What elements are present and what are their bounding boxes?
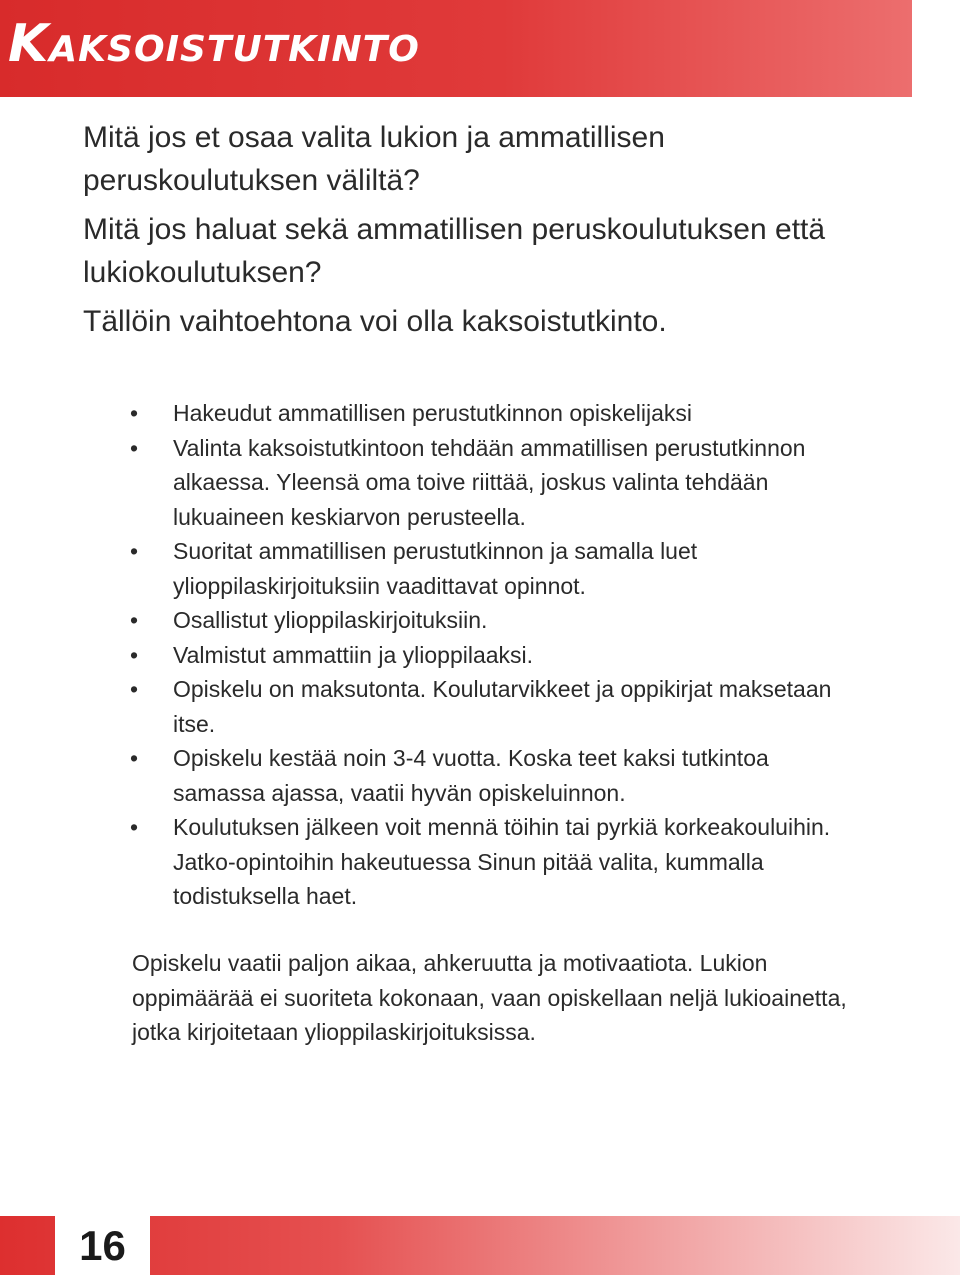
list-item-text: Suoritat ammatillisen perustutkinnon ja samalla luet ylioppilaskirjoituksiin vaadittavat opinnot.: [173, 538, 698, 599]
list-item-text: Koulutuksen jälkeen voit mennä töihin tai pyrkiä korkeakouluihin. Jatko-opintoihin hakeutuessa Sinun pitää valita, kummalla todistuksella haet.: [173, 814, 831, 909]
bullet-icon: •: [130, 676, 139, 702]
bullet-icon: •: [130, 641, 139, 668]
list-item: [130, 810, 850, 914]
list-item: [130, 431, 850, 535]
list-item-text: Valmistut ammattiin ja ylioppilaaksi.: [173, 641, 534, 668]
bullet-icon: •: [130, 607, 139, 633]
bullet-icon: •: [130, 400, 139, 426]
bullet-icon: •: [130, 434, 139, 461]
list-item: [130, 396, 850, 431]
intro-answer: Tällöin vaihtoehtona voi olla kaksoistutkinto.: [83, 305, 667, 338]
list-item-text: Opiskelu kestää noin 3-4 vuotta. Koska teet kaksi tutkintoa samassa ajassa, vaatii hyvän opiskeluinnon.: [173, 745, 769, 806]
list-item-text: Opiskelu on maksutonta. Koulutarvikkeet ja oppikirjat maksetaan itse.: [173, 676, 832, 737]
list-item: [130, 741, 850, 810]
bullet-icon: •: [130, 814, 139, 840]
intro-question-2: Mitä jos haluat sekä ammatillisen peruskoulutuksen että lukiokoulutuksen?: [83, 213, 826, 289]
list-item: [130, 534, 850, 603]
list-item-text: Hakeudut ammatillisen perustutkinnon opiskelijaksi: [173, 400, 693, 426]
list-item-text: Osallistut ylioppilaskirjoituksiin.: [173, 607, 488, 633]
page-title: Kaksoistutkinto: [8, 14, 420, 74]
intro-question-1: Mitä jos et osaa valita lukion ja ammatillisen peruskoulutuksen väliltä?: [83, 121, 665, 197]
list-item: [130, 672, 850, 741]
list-item: [130, 603, 850, 638]
bullet-list: [130, 396, 850, 914]
list-item-text: Valinta kaksoistutkintoon tehdään ammatillisen perustutkinnon alkaessa. Yleensä oma toive riittää, joskus valinta tehdään lukuaineen keskiarvon perusteella.: [173, 434, 806, 530]
page-number: 16: [79, 1222, 126, 1269]
list-item: [130, 638, 850, 673]
bullet-icon: •: [130, 538, 139, 564]
bullet-icon: •: [130, 745, 139, 771]
intro-section: [83, 116, 903, 343]
closing-paragraph: Opiskelu vaatii paljon aikaa, ahkeruutta ja motivaatiota. Lukion oppimäärää ei suoriteta kokonaan, vaan opiskellaan neljä lukioainetta, jotka kirjoitetaan ylioppilaskirjoituksissa.: [132, 950, 847, 1045]
